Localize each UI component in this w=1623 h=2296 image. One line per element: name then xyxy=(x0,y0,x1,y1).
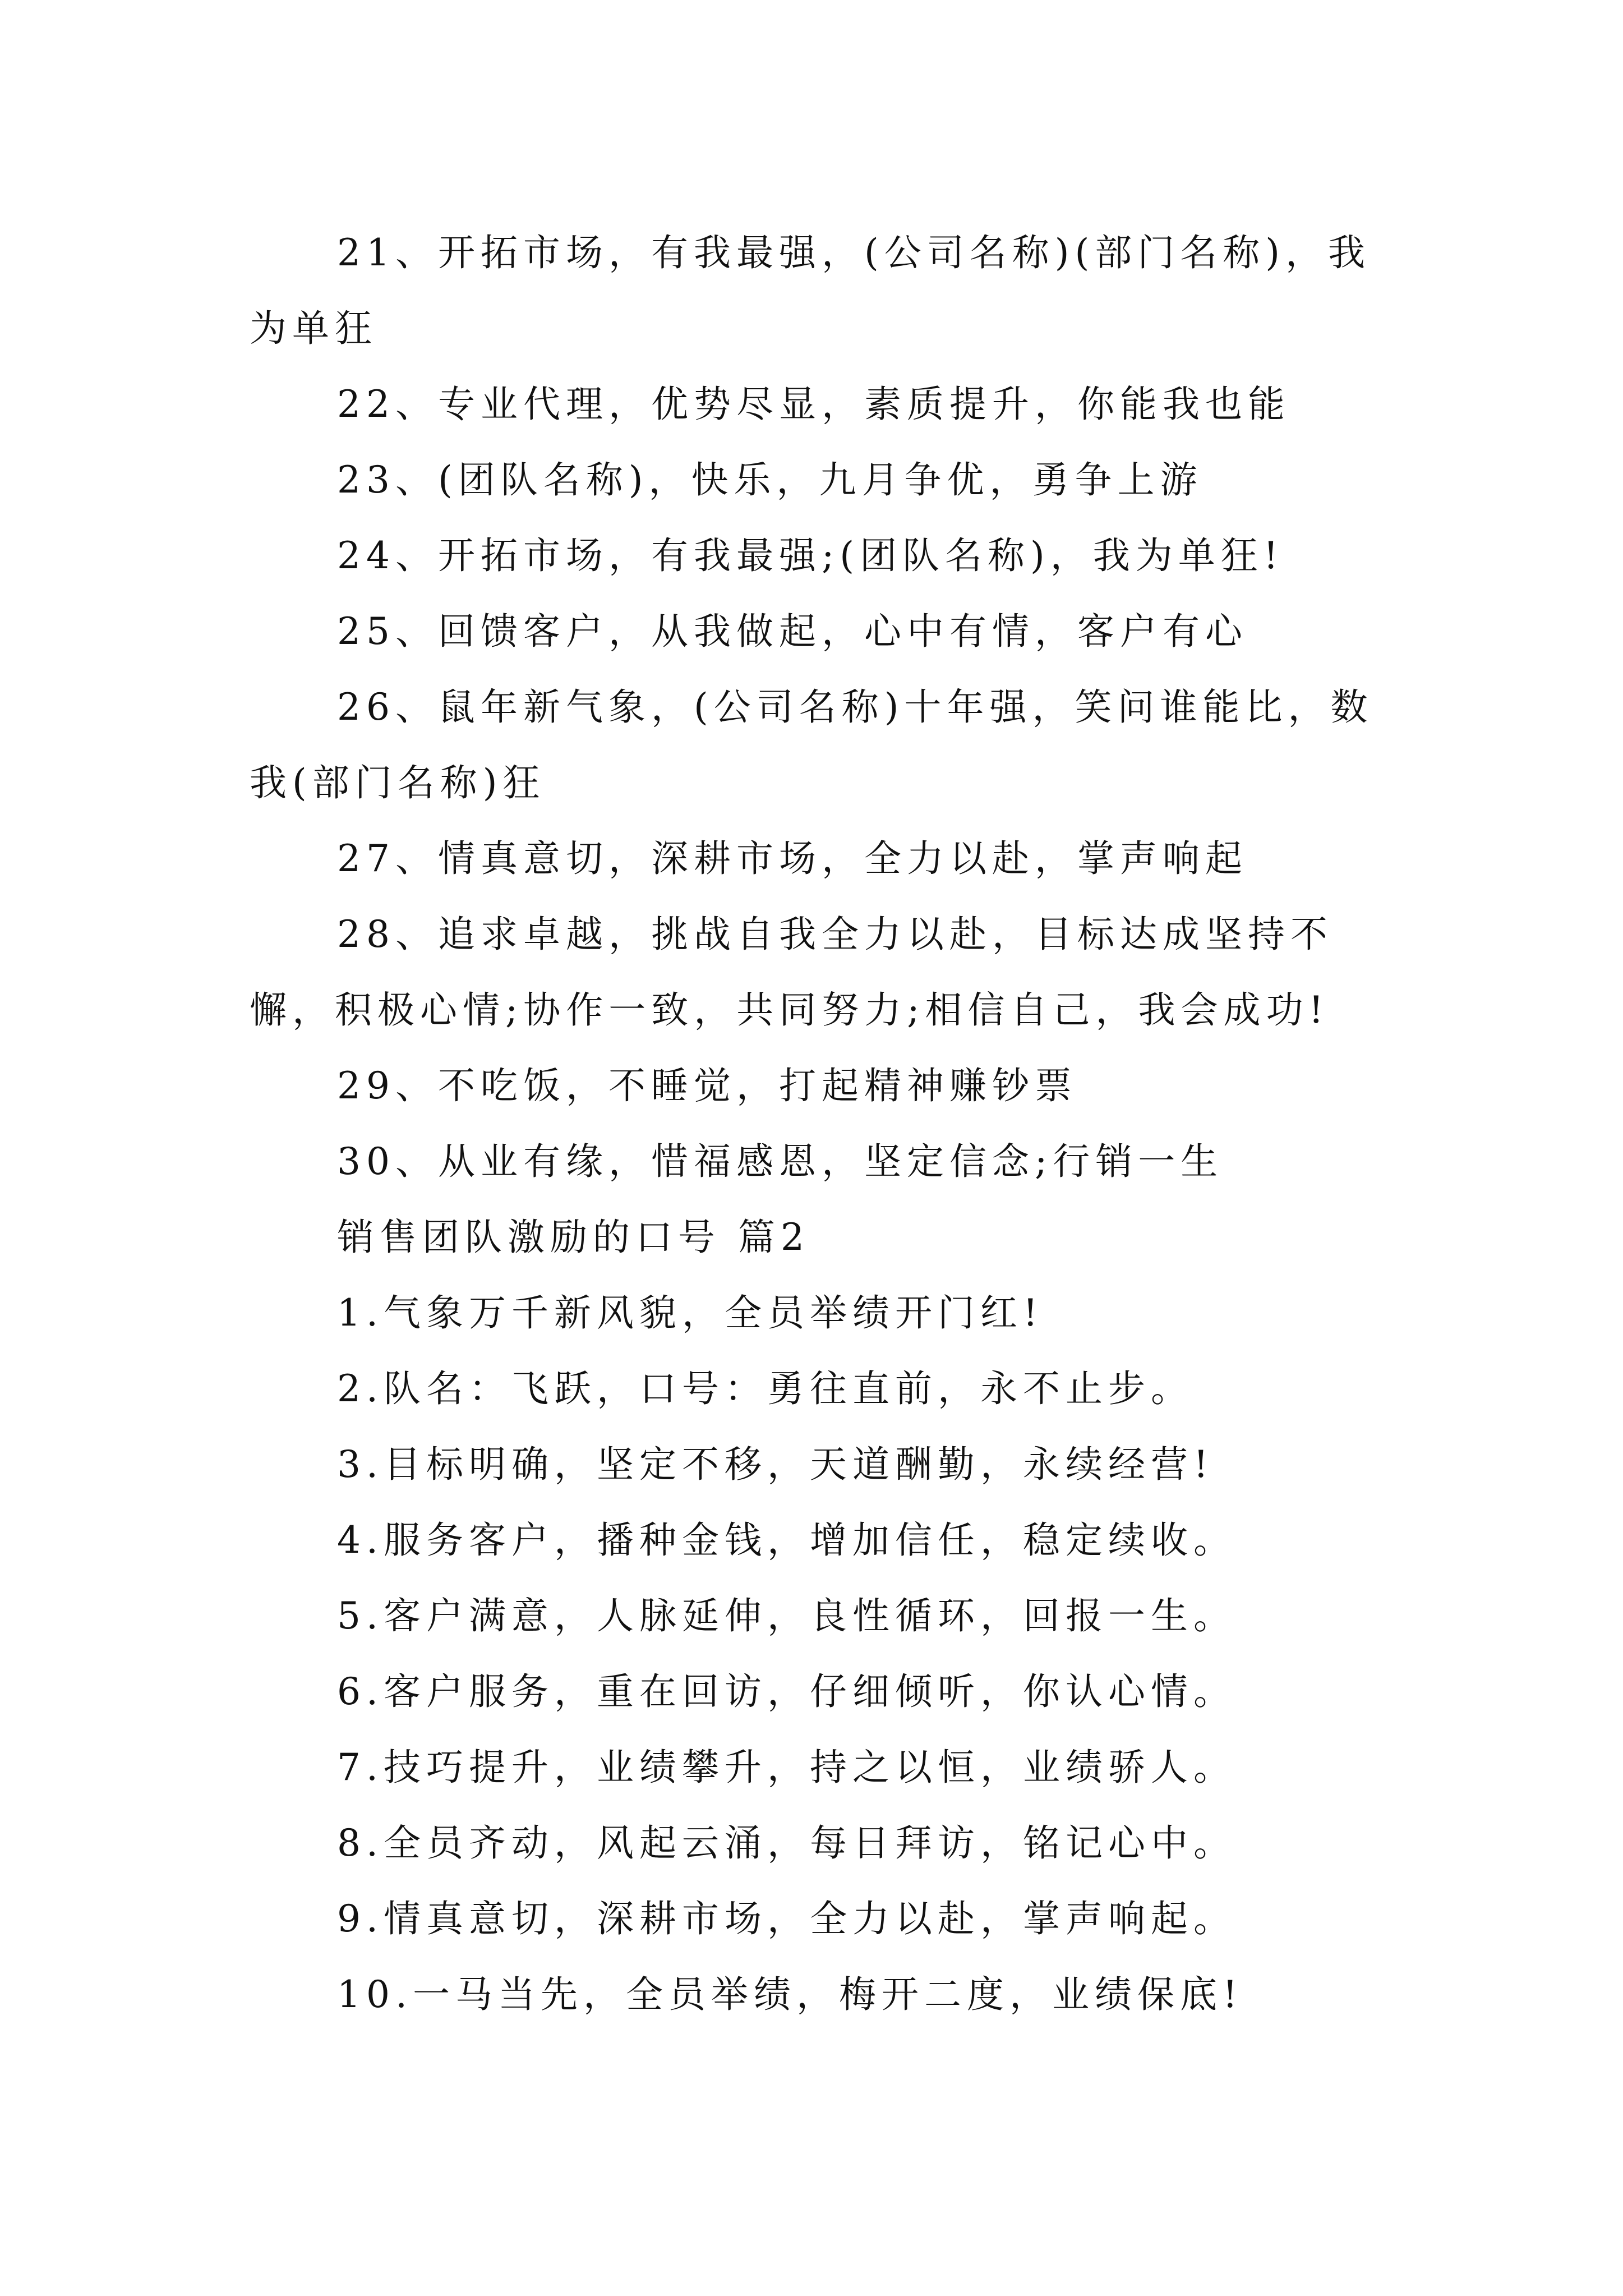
slogan-3: 3.目标明确，坚定不移，天道酬勤，永续经营! xyxy=(337,1443,1214,1486)
slogan-9: 9.情真意切，深耕市场，全力以赴，掌声响起。 xyxy=(337,1897,1236,1940)
slogan-4: 4.服务客户，播种金钱，增加信任，稳定续收。 xyxy=(337,1519,1236,1562)
slogan-2: 2.队名：飞跃，口号：勇往直前，永不止步。 xyxy=(337,1367,1193,1410)
slogan-22: 22、专业代理，优势尽显，素质提升，你能我也能 xyxy=(337,383,1290,426)
slogan-10: 10.一马当先，全员举绩，梅开二度，业绩保底! xyxy=(337,1973,1243,2016)
slogan-28: 28、追求卓越，挑战自我全力以赴，目标达成坚持不懈，积极心情;协作一致，共同努力;相信自己，我会成功! xyxy=(250,913,1333,1032)
slogan-21: 21、开拓市场，有我最强，(公司名称)(部门名称)，我为单狂 xyxy=(250,231,1371,350)
document-body xyxy=(250,215,1388,2032)
slogan-7: 7.技巧提升，业绩攀升，持之以恒，业绩骄人。 xyxy=(337,1746,1236,1789)
slogan-8: 8.全员齐动，风起云涌，每日拜访，铭记心中。 xyxy=(337,1821,1236,1865)
slogan-27: 27、情真意切，深耕市场，全力以赴，掌声响起 xyxy=(337,837,1248,880)
slogan-30: 30、从业有缘，惜福感恩，坚定信念;行销一生 xyxy=(337,1140,1224,1183)
slogan-24: 24、开拓市场，有我最强;(团队名称)，我为单狂! xyxy=(337,534,1284,577)
slogan-29: 29、不吃饭，不睡觉，打起精神赚钞票 xyxy=(337,1064,1077,1107)
slogan-25: 25、回馈客户，从我做起，心中有情，客户有心 xyxy=(337,610,1248,653)
slogan-6: 6.客户服务，重在回访，仔细倾听，你认心情。 xyxy=(337,1670,1236,1713)
section-heading: 销售团队激励的口号 篇2 xyxy=(337,1216,810,1259)
slogan-1: 1.气象万千新风貌，全员举绩开门红! xyxy=(337,1291,1044,1335)
slogan-23: 23、(团队名称)，快乐，九月争优，勇争上游 xyxy=(337,458,1203,501)
slogan-26: 26、鼠年新气象，(公司名称)十年强，笑问谁能比，数我(部门名称)狂 xyxy=(250,685,1373,804)
slogan-5: 5.客户满意，人脉延伸，良性循环，回报一生。 xyxy=(337,1594,1236,1637)
